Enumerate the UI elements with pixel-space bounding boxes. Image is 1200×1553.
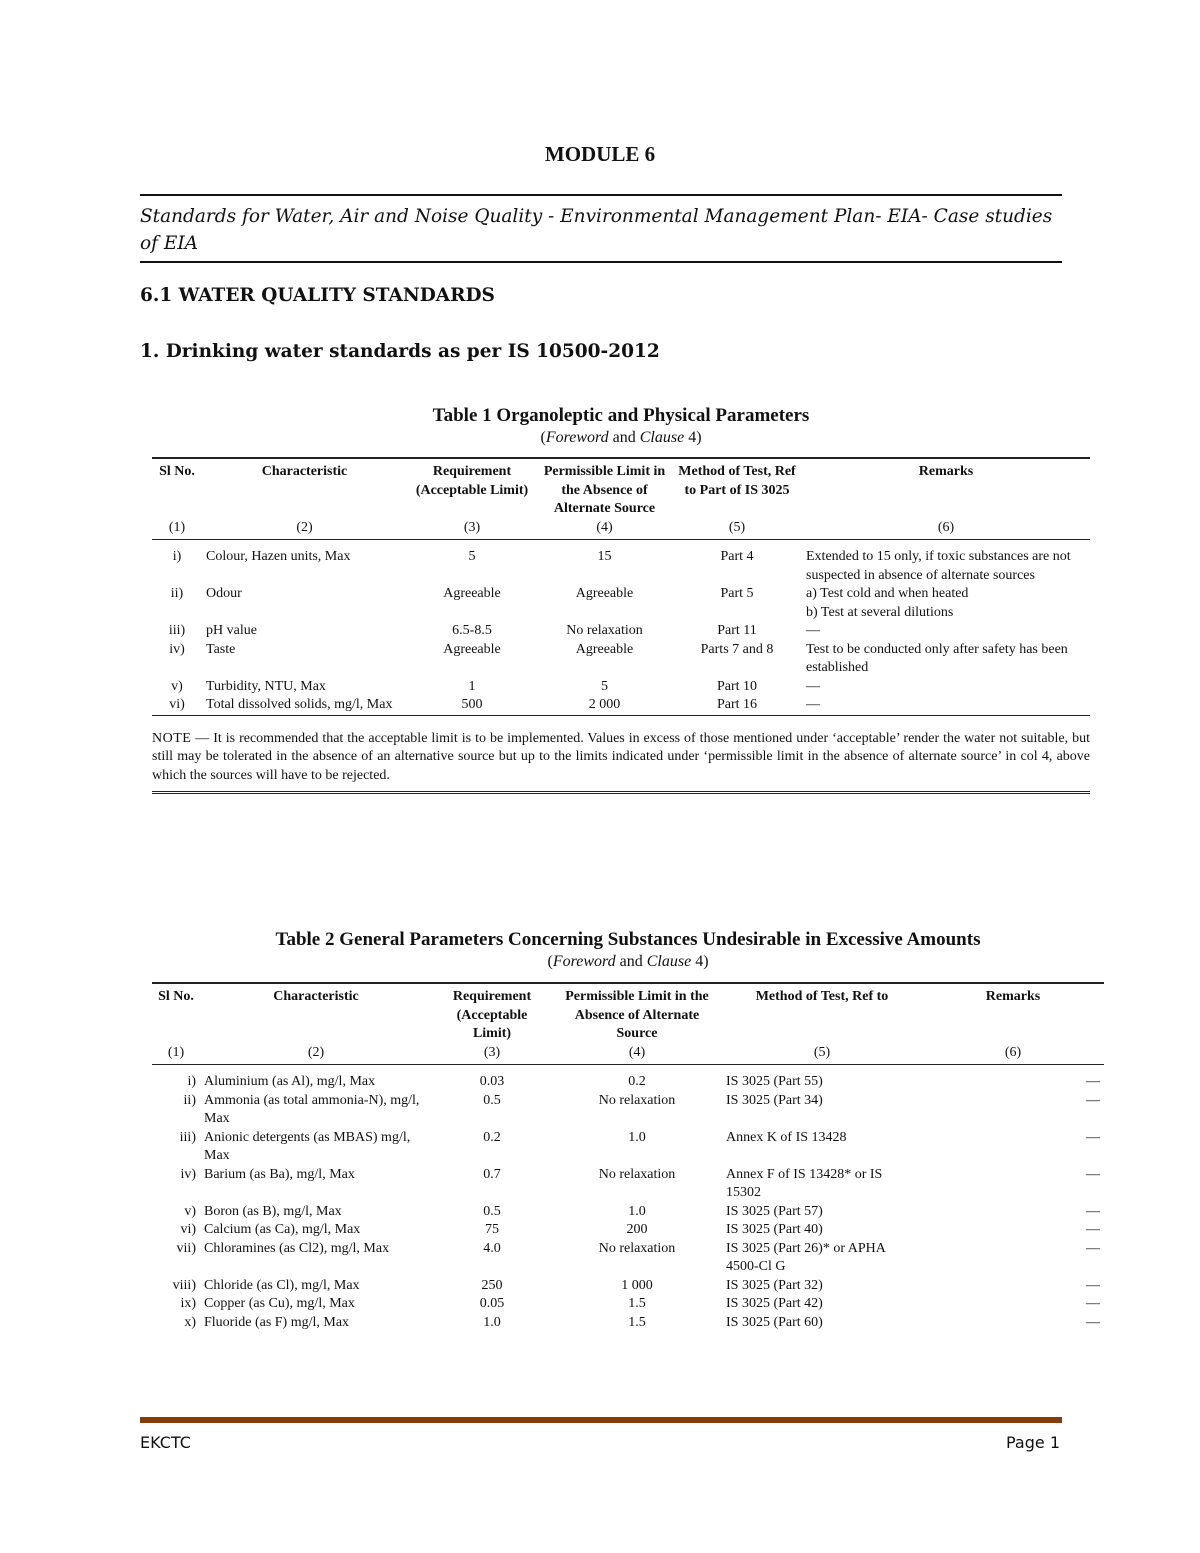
table2-cell: Fluoride (as F) mg/l, Max	[204, 1314, 350, 1330]
table2-cell: 1.0	[628, 1203, 646, 1219]
table2-cell: IS 3025 (Part 26)* or APHA 4500-Cl G	[726, 1240, 886, 1274]
table2-cell: 0.5	[483, 1092, 501, 1108]
footer-page-number: Page 1	[1006, 1433, 1060, 1452]
table1-header: Method of Test, Ref to Part of IS 3025	[678, 464, 796, 498]
section-heading: 6.1 WATER QUALITY STANDARDS	[140, 285, 495, 306]
table1-cell: 2 000	[588, 697, 621, 712]
table2-cell: No relaxation	[598, 1092, 676, 1108]
table1-cell: Part 16	[716, 697, 758, 712]
table2-cell: IS 3025 (Part 55)	[726, 1074, 823, 1089]
table2-cell: 1.0	[483, 1314, 501, 1330]
sub-heading: 1. Drinking water standards as per IS 10500-2012	[140, 341, 660, 362]
table1-header: Remarks	[918, 464, 974, 479]
table1-cell: Part 4	[720, 549, 754, 564]
table1-cell: ii)	[170, 586, 184, 601]
table2-cell: IS 3025 (Part 32)	[726, 1277, 823, 1293]
table2-cell: —	[1086, 1222, 1100, 1237]
table2-header: Sl No.	[158, 989, 194, 1004]
table2-row	[152, 1065, 1104, 1092]
table2-cell: —	[1086, 1129, 1100, 1145]
table1-row	[152, 641, 1090, 678]
table2-cell: IS 3025 (Part 34)	[726, 1092, 823, 1108]
table1-header: Permissible Limit in the Absence of Alternate Source	[543, 464, 666, 516]
table2-cell: 250	[481, 1277, 503, 1293]
footer-rule	[140, 1417, 1062, 1423]
table2-colnum: (3)	[483, 1044, 501, 1060]
table1-cell: 15	[597, 549, 612, 564]
table1-cell: Parts 7 and 8	[700, 641, 774, 657]
table1-colnum: (5)	[728, 519, 746, 535]
table2-cell: Calcium (as Ca), mg/l, Max	[204, 1222, 361, 1237]
table2-row	[152, 1240, 1104, 1277]
table1-row	[152, 696, 1090, 715]
table2-caption: Table 2 General Parameters Concerning Substances Undesirable in Excessive Amounts	[275, 929, 981, 950]
table1-cell: Part 11	[717, 623, 757, 638]
table1-cell: —	[806, 623, 820, 638]
table1-cell: —	[806, 678, 820, 694]
table2-cell: IS 3025 (Part 60)	[726, 1314, 823, 1330]
table1-colnum: (2)	[296, 519, 313, 535]
table2-cell: ii)	[183, 1092, 196, 1108]
table1-cell: pH value	[206, 623, 257, 638]
table2-cell: —	[1086, 1166, 1100, 1182]
page-title: MODULE 6	[544, 142, 656, 166]
table2-colnum: (4)	[628, 1044, 646, 1060]
table2-cell: IS 3025 (Part 40)	[726, 1222, 823, 1237]
table2-colnum: (2)	[307, 1044, 325, 1060]
table2-cell: —	[1086, 1203, 1100, 1219]
table1-header: Sl No.	[159, 464, 195, 479]
table1-header: Characteristic	[261, 464, 348, 479]
table2-cell: Chloride (as Cl), mg/l, Max	[204, 1277, 360, 1293]
table1-colnum: (4)	[596, 519, 613, 535]
table2-cell: Annex F of IS 13428* or IS 15302	[726, 1166, 883, 1200]
table1-row	[152, 678, 1090, 697]
table2-row	[152, 1277, 1104, 1296]
table1-colnum: (3)	[463, 519, 481, 535]
table2-cell: 0.2	[483, 1129, 501, 1145]
table1-cell: Agreeable	[575, 586, 634, 601]
table2-cell: i)	[187, 1074, 196, 1089]
table2-cell: Anionic detergents (as MBAS) mg/l, Max	[204, 1129, 411, 1163]
table2-cell: Annex K of IS 13428	[726, 1129, 847, 1145]
table2-cell: vi)	[180, 1222, 196, 1237]
table2-row	[152, 1203, 1104, 1222]
table1-cell: —	[806, 697, 820, 712]
table2-cell: v)	[184, 1203, 196, 1219]
table2-cell: 0.5	[483, 1203, 501, 1219]
table2-cell: viii)	[172, 1277, 196, 1293]
table2-header: Requirement (Acceptable Limit)	[452, 989, 532, 1041]
table1-cell: Part 10	[716, 678, 758, 694]
module-subtitle: Standards for Water, Air and Noise Quality - Environmental Management Plan- EIA- Case studies of EIA	[140, 194, 1062, 263]
table2-row	[152, 1295, 1104, 1314]
table2-row	[152, 1129, 1104, 1166]
table2-cell: 1.0	[628, 1129, 646, 1145]
table2-cell: 0.03	[479, 1074, 505, 1089]
table2-cell: —	[1086, 1240, 1100, 1256]
table1-cell: Turbidity, NTU, Max	[206, 678, 326, 694]
table2-row	[152, 1314, 1104, 1333]
table2-row	[152, 1092, 1104, 1129]
table1-cell: 5	[468, 549, 476, 564]
table2-cell: x)	[184, 1314, 196, 1330]
table2-cell: —	[1086, 1092, 1100, 1108]
table1-cell: No relaxation	[566, 623, 643, 638]
table2-cell: 1.5	[628, 1296, 646, 1311]
table1-row	[152, 585, 1090, 622]
table1-colnum: (6)	[937, 519, 955, 535]
table1-cell: Agreeable	[575, 641, 634, 657]
table1-cell: Agreeable	[443, 586, 501, 601]
table2-cell: Chloramines (as Cl2), mg/l, Max	[204, 1240, 390, 1256]
table2-colnum: (1)	[167, 1044, 185, 1060]
table1-cell: a) Test cold and when heated b) Test at several dilutions	[806, 586, 969, 620]
table1-cell: Odour	[206, 586, 242, 601]
table2-cell: —	[1086, 1314, 1100, 1330]
table1-note: NOTE — It is recommended that the acceptable limit is to be implemented. Values in excess of those mentioned under ‘acceptable’ render the water not suitable, but still may be tolerated in the absence of an alternative source but up to the limits indicated under ‘permissible limit in the absence of alternate source’ in col 4, above which the sources will have to be rejected.	[152, 716, 1090, 795]
table2-cell: No relaxation	[598, 1166, 676, 1182]
table2-cell: ix)	[180, 1296, 196, 1311]
footer-left: EKCTC	[140, 1433, 191, 1452]
table2-cell: iii)	[179, 1129, 196, 1145]
table1-header: Requirement (Acceptable Limit)	[415, 464, 529, 498]
table1-row	[152, 540, 1090, 586]
table1-cell: v)	[171, 678, 183, 694]
table1-container	[152, 404, 1090, 794]
table1-cell: vi)	[169, 697, 185, 712]
table2-cell: Boron (as B), mg/l, Max	[204, 1203, 342, 1219]
table1-cell: iii)	[168, 623, 186, 638]
table2-cell: No relaxation	[598, 1240, 676, 1256]
table2-cell: —	[1086, 1296, 1100, 1311]
table1-cell: Taste	[206, 641, 236, 657]
table1-cell: i)	[172, 549, 182, 564]
table1-caption: Table 1 Organoleptic and Physical Parameters	[432, 405, 810, 426]
table2	[152, 982, 1104, 1332]
table2-cell: —	[1086, 1277, 1100, 1293]
table2-subcaption: (Foreword and Clause 4)	[547, 953, 709, 970]
table2-cell: 0.05	[479, 1296, 505, 1311]
table1-cell: 500	[461, 697, 483, 712]
table2-cell: iv)	[180, 1166, 196, 1182]
table1-cell: Total dissolved solids, mg/l, Max	[206, 697, 393, 712]
table1	[152, 457, 1090, 716]
table1-cell: Agreeable	[443, 641, 501, 657]
table2-cell: 0.2	[628, 1074, 646, 1089]
table2-cell: 1.5	[628, 1314, 646, 1330]
table1-cell: Extended to 15 only, if toxic substances are not suspected in absence of alternate sources	[806, 549, 1071, 583]
table1-cell: 5	[601, 678, 608, 694]
table2-cell: Aluminium (as Al), mg/l, Max	[204, 1074, 376, 1089]
table1-row	[152, 622, 1090, 641]
table2-cell: Barium (as Ba), mg/l, Max	[204, 1166, 355, 1182]
table2-container	[152, 928, 1104, 1332]
table2-header: Permissible Limit in the Absence of Alternate Source	[565, 989, 709, 1041]
table2-cell: —	[1086, 1074, 1100, 1089]
table2-colnum: (5)	[813, 1044, 831, 1060]
table1-subcaption: (Foreword and Clause 4)	[540, 429, 702, 446]
table2-cell: vii)	[176, 1240, 196, 1256]
table2-cell: 200	[626, 1222, 648, 1237]
table2-cell: IS 3025 (Part 57)	[726, 1203, 823, 1219]
table1-cell: iv)	[169, 641, 185, 657]
table2-cell: IS 3025 (Part 42)	[726, 1296, 823, 1311]
table1-cell: 1	[468, 678, 476, 694]
table2-cell: 1 000	[621, 1277, 653, 1293]
table1-cell: 6.5-8.5	[452, 623, 492, 638]
table2-cell: Copper (as Cu), mg/l, Max	[204, 1296, 355, 1311]
table2-colnum: (6)	[1004, 1044, 1022, 1060]
table2-cell: 0.7	[483, 1166, 501, 1182]
table1-cell: Test to be conducted only after safety has been established	[806, 641, 1068, 675]
table2-cell: Ammonia (as total ammonia-N), mg/l, Max	[204, 1092, 420, 1126]
table2-row	[152, 1166, 1104, 1203]
table2-header: Method of Test, Ref to	[755, 989, 889, 1004]
table2-cell: 4.0	[483, 1240, 501, 1256]
table2-header: Remarks	[985, 989, 1041, 1004]
table1-cell: Colour, Hazen units, Max	[206, 549, 351, 564]
table1-cell: Part 5	[720, 586, 754, 601]
table2-row	[152, 1221, 1104, 1240]
table2-header: Characteristic	[273, 989, 359, 1004]
table2-cell: 75	[485, 1222, 499, 1237]
table1-colnum: (1)	[168, 519, 186, 535]
